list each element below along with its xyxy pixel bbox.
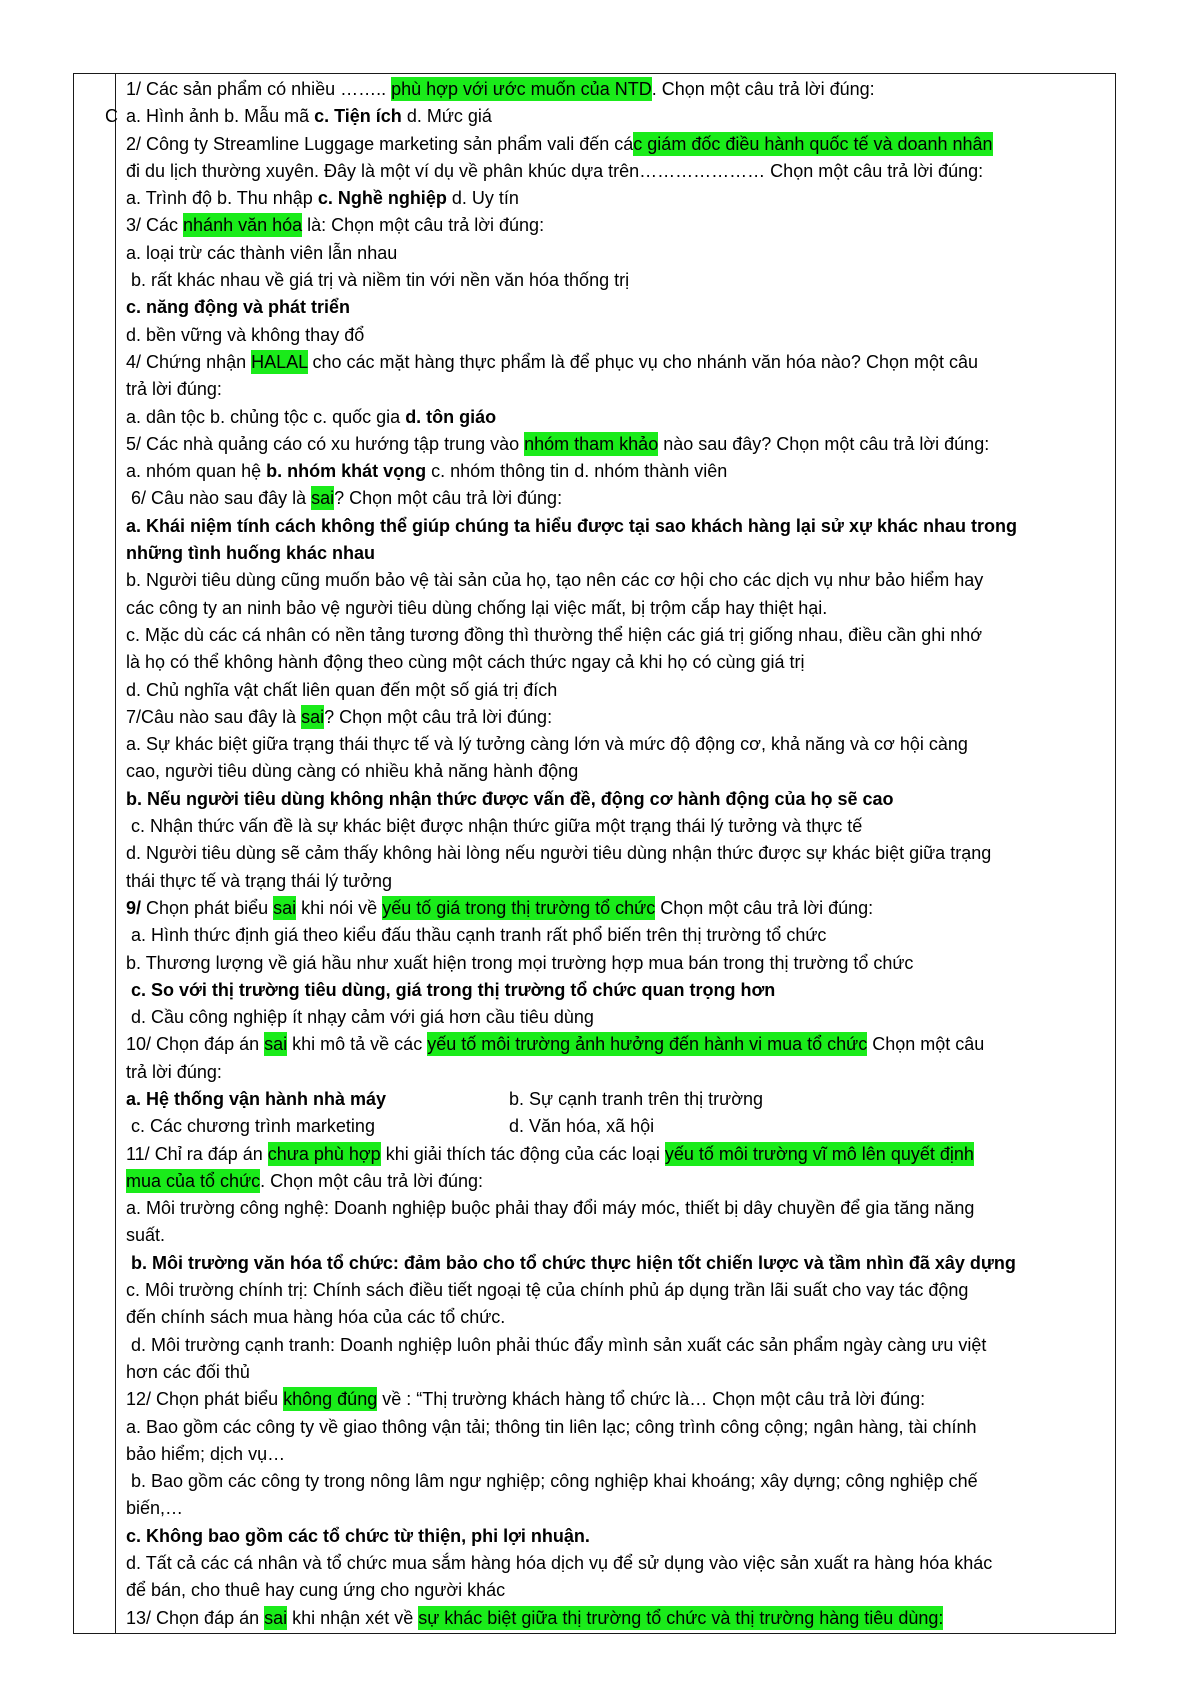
- question-line: [126, 485, 1108, 512]
- question-line: [126, 1304, 1108, 1331]
- text-run: a. Hình ảnh b. Mẫu mã: [126, 106, 315, 127]
- text-run: thái thực tế và trạng thái lý tưởng: [126, 870, 393, 891]
- text-run: về : “Thị trường khách hàng tổ chức là… Chọn một câu trả lời đúng:: [377, 1389, 926, 1410]
- line-text: [126, 76, 875, 103]
- option-column: [509, 1086, 1108, 1113]
- question-block: [126, 895, 1108, 1031]
- question-line: [126, 431, 1108, 458]
- question-line: [126, 158, 1108, 185]
- line-text: [126, 1468, 978, 1495]
- text-run: Chọn một câu: [867, 1034, 985, 1055]
- text-run: c. Nhận thức vấn đề là sự khác biệt được nhận thức giữa một trạng thái lý tưởng và thực tế: [126, 816, 863, 837]
- question-line: [126, 1386, 1108, 1413]
- highlighted-phrase: sai: [264, 1607, 288, 1628]
- text-run: b. rất khác nhau về giá trị và niềm tin với nền văn hóa thống trị: [126, 270, 630, 291]
- question-line: [126, 267, 1108, 294]
- question-line: [126, 1523, 1108, 1550]
- question-line: [126, 977, 1108, 1004]
- question-block: [126, 431, 1108, 486]
- line-text: [126, 731, 968, 758]
- text-run: ? Chọn một câu trả lời đúng:: [324, 706, 553, 727]
- text-run: a. loại trừ các thành viên lẫn nhau: [126, 242, 398, 263]
- text-run: 11/ Chỉ ra đáp án: [126, 1143, 268, 1164]
- question-block: [126, 76, 1108, 131]
- text-run: d. Văn hóa, xã hội: [509, 1116, 655, 1137]
- text-run: a. Trình độ b. Thu nhập: [126, 188, 318, 209]
- line-text: [126, 840, 991, 867]
- question-block: [126, 1141, 1108, 1387]
- line-text: [126, 895, 873, 922]
- question-line: [126, 76, 1108, 103]
- line-text: [126, 1605, 943, 1632]
- highlighted-phrase: không đúng: [283, 1389, 378, 1410]
- line-text: [126, 786, 894, 813]
- line-text: [126, 540, 375, 567]
- line-text: [126, 950, 913, 977]
- bold-answer-text: b. Môi trường văn hóa tổ chức: đảm bảo cho tổ chức thực hiện tốt chiến lược và tầm nhìn đã xây dựng: [126, 1252, 1016, 1273]
- line-text: [126, 431, 989, 458]
- question-block: [126, 1031, 1108, 1140]
- question-block: [126, 704, 1108, 895]
- text-run: b. Người tiêu dùng cũng muốn bảo vệ tài sản của họ, tạo nên các cơ hội cho các dịch vụ như bảo hiểm hay: [126, 570, 984, 591]
- question-line: [126, 840, 1108, 867]
- question-line: [126, 567, 1108, 594]
- question-line: [126, 240, 1108, 267]
- question-line: [126, 895, 1108, 922]
- line-text: [126, 813, 862, 840]
- option-column: [126, 1113, 509, 1140]
- line-text: [126, 977, 775, 1004]
- text-run: nào sau đây? Chọn một câu trả lời đúng:: [658, 433, 990, 454]
- line-text: [126, 1414, 977, 1441]
- text-run: 3/ Các: [126, 215, 184, 236]
- question-line: [126, 1414, 1108, 1441]
- bold-answer-text: những tình huống khác nhau: [126, 543, 376, 564]
- question-line: [126, 813, 1108, 840]
- text-run: 5/ Các nhà quảng cáo có xu hướng tập trung vào: [126, 433, 525, 454]
- question-block: [126, 131, 1108, 213]
- text-run: 2/ Công ty Streamline Luggage marketing sản phẩm vali đến cá: [126, 133, 634, 154]
- text-run: 12/ Chọn phát biểu: [126, 1389, 284, 1410]
- text-run: . Chọn một câu trả lời đúng:: [651, 79, 875, 99]
- line-text: [126, 1222, 165, 1249]
- question-line: [126, 1277, 1108, 1304]
- question-line: [126, 1550, 1108, 1577]
- question-line: [126, 1141, 1108, 1168]
- line-text: [126, 595, 827, 622]
- question-line: [126, 950, 1108, 977]
- option-column: [126, 1086, 509, 1113]
- text-run: 7/Câu nào sau đây là: [126, 706, 302, 727]
- line-text: [126, 212, 544, 239]
- option-row: [126, 1086, 1108, 1113]
- text-run: d. bền vững và không thay đổ: [126, 324, 365, 345]
- text-run: a. nhóm quan hệ: [126, 461, 267, 482]
- text-run: cao, người tiêu dùng càng có nhiều khả năng hành động: [126, 761, 579, 782]
- text-run: 4/ Chứng nhận: [126, 351, 252, 372]
- text-run: khi giải thích tác động của các loại: [380, 1143, 665, 1164]
- highlighted-phrase: c giám đốc điều hành quốc tế và doanh nhân: [633, 133, 993, 154]
- text-run: trả lời đúng:: [126, 1061, 222, 1082]
- text-run: a. Bao gồm các công ty về giao thông vận tải; thông tin liên lạc; công trình công cộng; ngân hàng, tài chính: [126, 1416, 977, 1437]
- line-text: [126, 622, 982, 649]
- line-text: [126, 567, 983, 594]
- text-run: đi du lịch thường xuyên. Đây là một ví dụ về phân khúc dựa trên………………… Chọn một câu trả lời đúng:: [126, 160, 984, 181]
- text-run: là họ có thể không hành động theo cùng một cách thức ngay cả khi họ có cùng giá trị: [126, 652, 805, 673]
- question-line: [126, 1332, 1108, 1359]
- text-run: c. Các chương trình marketing: [126, 1116, 375, 1137]
- text-run: b. Thương lượng về giá hầu như xuất hiện trong mọi trường hợp mua bán trong thị trường tổ chức: [126, 952, 914, 973]
- line-text: [126, 1523, 590, 1550]
- option-column: [509, 1113, 1108, 1140]
- line-text: [126, 1550, 992, 1577]
- question-block: [126, 212, 1108, 348]
- text-run: c. Môi trường chính trị: Chính sách điều tiết ngoại tệ của chính phủ áp dụng trần lãi suất cho vay tác động: [126, 1280, 969, 1301]
- line-text: [126, 322, 364, 349]
- line-text: [126, 294, 350, 321]
- text-run: a. dân tộc b. chủng tộc c. quốc gia: [126, 406, 406, 427]
- question-line: [126, 1441, 1108, 1468]
- text-run: để bán, cho thuê hay cung ứng cho người khác: [126, 1580, 506, 1601]
- text-run: a. Hình thức định giá theo kiểu đấu thầu cạnh tranh rất phổ biến trên thị trường tổ chức: [126, 925, 827, 946]
- line-text: [126, 458, 727, 485]
- text-run: d. Cầu công nghiệp ít nhạy cảm với giá hơn cầu tiêu dùng: [126, 1007, 594, 1028]
- highlighted-phrase: yếu tố môi trường vĩ mô lên quyết định: [664, 1143, 974, 1164]
- line-text: [126, 1386, 925, 1413]
- question-line: [126, 758, 1108, 785]
- line-text: [126, 513, 1017, 540]
- question-block: [126, 1605, 1108, 1632]
- question-line: [126, 322, 1108, 349]
- question-line: [126, 1004, 1108, 1031]
- highlighted-phrase: phù hợp với ước muốn của NTD: [391, 79, 652, 99]
- question-line: [126, 540, 1108, 567]
- line-text: [126, 185, 519, 212]
- text-run: d. Uy tín: [446, 188, 519, 209]
- question-line: [126, 1495, 1108, 1522]
- question-line: [126, 1359, 1108, 1386]
- line-text: [126, 485, 562, 512]
- text-run: d. Mức giá: [401, 106, 492, 127]
- bold-answer-text: b. nhóm khát vọng: [266, 461, 427, 482]
- line-text: [126, 240, 397, 267]
- text-run: đến chính sách mua hàng hóa của các tổ chức.: [126, 1307, 506, 1328]
- line-text: [126, 1004, 594, 1031]
- text-run: 1/ Các sản phẩm có nhiều ……..: [126, 79, 392, 99]
- text-run: hơn các đối thủ: [126, 1361, 250, 1382]
- line-text: [126, 267, 629, 294]
- line-text: [126, 1059, 222, 1086]
- bold-answer-text: c. năng động và phát triển: [126, 297, 351, 318]
- question-line: [126, 513, 1108, 540]
- question-line: [126, 1605, 1108, 1632]
- highlighted-phrase: nhóm tham khảo: [524, 433, 659, 454]
- line-text: [126, 1168, 483, 1195]
- line-text: [126, 1250, 1016, 1277]
- option-row: [126, 1113, 1108, 1140]
- question-line: [126, 1031, 1108, 1058]
- line-text: [126, 922, 826, 949]
- question-line: [126, 1168, 1108, 1195]
- bold-answer-text: c. Nghề nghiệp: [317, 188, 447, 209]
- text-run: 13/ Chọn đáp án: [126, 1607, 265, 1628]
- highlighted-phrase: mua của tổ chức: [126, 1170, 261, 1191]
- question-line: [126, 704, 1108, 731]
- text-run: bảo hiểm; dịch vụ…: [126, 1443, 286, 1464]
- question-line: [126, 458, 1108, 485]
- bold-answer-text: b. Nếu người tiêu dùng không nhận thức được vấn đề, động cơ hành động của họ sẽ cao: [126, 788, 894, 809]
- line-text: [126, 131, 993, 158]
- line-text: [126, 158, 983, 185]
- question-line: [126, 1577, 1108, 1604]
- question-block: [126, 1386, 1108, 1604]
- line-text: [126, 1277, 968, 1304]
- question-line: [126, 868, 1108, 895]
- line-text: [126, 1195, 974, 1222]
- bold-answer-text: a. Hệ thống vận hành nhà máy: [126, 1088, 387, 1109]
- text-run: khi mô tả về các: [287, 1034, 428, 1055]
- text-run: d. Tất cả các cá nhân và tổ chức mua sắm hàng hóa dịch vụ để sử dụng vào việc sản xuất ra hàng hóa khác: [126, 1553, 993, 1574]
- question-line: [126, 622, 1108, 649]
- highlighted-phrase: sai: [311, 488, 335, 509]
- text-run: a. Sự khác biệt giữa trạng thái thực tế và lý tưởng càng lớn và mức độ động cơ, khả năng và cơ hội càng: [126, 734, 968, 755]
- text-run: ? Chọn một câu trả lời đúng:: [334, 488, 563, 509]
- bold-answer-text: d. tôn giáo: [405, 406, 497, 427]
- question-line: [126, 1059, 1108, 1086]
- text-run: . Chọn một câu trả lời đúng:: [260, 1170, 484, 1191]
- text-run: c. Mặc dù các cá nhân có nền tảng tương đồng thì thường thể hiện các giá trị giống nhau, điều cần ghi nhớ: [126, 624, 983, 645]
- highlighted-phrase: sự khác biệt giữa thị trường tổ chức và thị trường hàng tiêu dùng:: [418, 1607, 944, 1628]
- text-run: cho các mặt hàng thực phẩm là để phục vụ cho nhánh văn hóa nào? Chọn một câu: [307, 351, 979, 372]
- question-line: [126, 595, 1108, 622]
- question-line: [126, 212, 1108, 239]
- question-line: [126, 349, 1108, 376]
- text-run: Chọn phát biểu: [141, 897, 274, 918]
- line-text: [126, 376, 222, 403]
- line-text: [126, 868, 392, 895]
- line-text: [126, 758, 578, 785]
- text-run: trả lời đúng:: [126, 379, 222, 400]
- text-run: b. Sự cạnh tranh trên thị trường: [509, 1088, 764, 1109]
- question-line: [126, 731, 1108, 758]
- question-line: [126, 131, 1108, 158]
- line-text: [126, 103, 492, 130]
- question-line: [126, 1468, 1108, 1495]
- question-line: [126, 677, 1108, 704]
- text-run: suất.: [126, 1225, 166, 1246]
- text-run: a. Môi trường công nghệ: Doanh nghiệp buộc phải thay đổi máy móc, thiết bị dây chuyền để gia tăng năng: [126, 1198, 975, 1219]
- question-line: [126, 294, 1108, 321]
- text-run: d. Môi trường cạnh tranh: Doanh nghiệp luôn phải thúc đẩy mình sản xuất các sản phẩm ngày càng ưu việt: [126, 1334, 987, 1355]
- line-text: [126, 1031, 984, 1058]
- text-run: d. Người tiêu dùng sẽ cảm thấy không hài lòng nếu người tiêu dùng nhận thức được sự khác biệt giữa trạng: [126, 843, 992, 864]
- highlighted-phrase: HALAL: [251, 351, 308, 372]
- bold-answer-text: c. Không bao gồm các tổ chức từ thiện, phi lợi nhuận.: [126, 1525, 590, 1546]
- bold-answer-text: c. So với thị trường tiêu dùng, giá trong thị trường tổ chức quan trọng hơn: [126, 979, 776, 1000]
- bold-answer-text: 9/: [126, 897, 142, 918]
- bold-answer-text: a. Khái niệm tính cách không thể giúp chúng ta hiểu được tại sao khách hàng lại sử xự khác nhau trong: [126, 515, 1018, 536]
- line-text: [126, 404, 496, 431]
- line-text: [126, 677, 557, 704]
- highlighted-phrase: nhánh văn hóa: [183, 215, 303, 236]
- line-text: [126, 704, 552, 731]
- question-line: [126, 404, 1108, 431]
- line-text: [126, 1304, 505, 1331]
- question-line: [126, 103, 1108, 130]
- highlighted-phrase: chưa phù hợp: [267, 1143, 381, 1164]
- line-text: [126, 1441, 285, 1468]
- question-line: [126, 1222, 1108, 1249]
- line-text: [126, 1577, 505, 1604]
- question-line: [126, 185, 1108, 212]
- highlighted-phrase: sai: [273, 897, 297, 918]
- question-line: [126, 922, 1108, 949]
- question-line: [126, 786, 1108, 813]
- question-line: [126, 1250, 1108, 1277]
- text-run: d. Chủ nghĩa vật chất liên quan đến một số giá trị đích: [126, 679, 558, 700]
- question-line: [126, 649, 1108, 676]
- text-run: các công ty an ninh bảo vệ người tiêu dùng chống lại việc mất, bị trộm cắp hay thiệt hại.: [126, 597, 828, 618]
- bold-answer-text: c. Tiện ích: [314, 106, 402, 127]
- highlighted-phrase: yếu tố giá trong thị trường tổ chức: [382, 897, 656, 918]
- text-run: biến,…: [126, 1498, 184, 1519]
- question-line: [126, 1195, 1108, 1222]
- line-text: [126, 1495, 183, 1522]
- highlighted-phrase: sai: [301, 706, 325, 727]
- question-line: [126, 376, 1108, 403]
- questions-cell: [116, 74, 1115, 1633]
- text-run: khi nhận xét về: [287, 1607, 419, 1628]
- highlighted-phrase: yếu tố môi trường ảnh hưởng đến hành vi mua tổ chức: [427, 1034, 868, 1055]
- text-run: b. Bao gồm các công ty trong nông lâm ngư nghiệp; công nghiệp khai khoáng; xây dựng; công nghiệp chế: [126, 1471, 978, 1492]
- line-text: [126, 649, 805, 676]
- column-label: C: [105, 106, 119, 127]
- text-run: 10/ Chọn đáp án: [126, 1034, 265, 1055]
- line-text: [126, 1141, 974, 1168]
- text-run: 6/ Câu nào sau đây là: [126, 488, 312, 509]
- line-text: [126, 1359, 250, 1386]
- left-column-cell: [74, 74, 119, 1633]
- question-block: [126, 485, 1108, 703]
- question-table: [73, 73, 1116, 1634]
- text-run: khi nói về: [296, 897, 383, 918]
- highlighted-phrase: sai: [264, 1034, 288, 1055]
- text-run: là: Chọn một câu trả lời đúng:: [302, 215, 545, 236]
- text-run: Chọn một câu trả lời đúng:: [655, 897, 874, 918]
- line-text: [126, 349, 978, 376]
- line-text: [126, 1332, 986, 1359]
- text-run: c. nhóm thông tin d. nhóm thành viên: [426, 461, 728, 482]
- question-block: [126, 349, 1108, 431]
